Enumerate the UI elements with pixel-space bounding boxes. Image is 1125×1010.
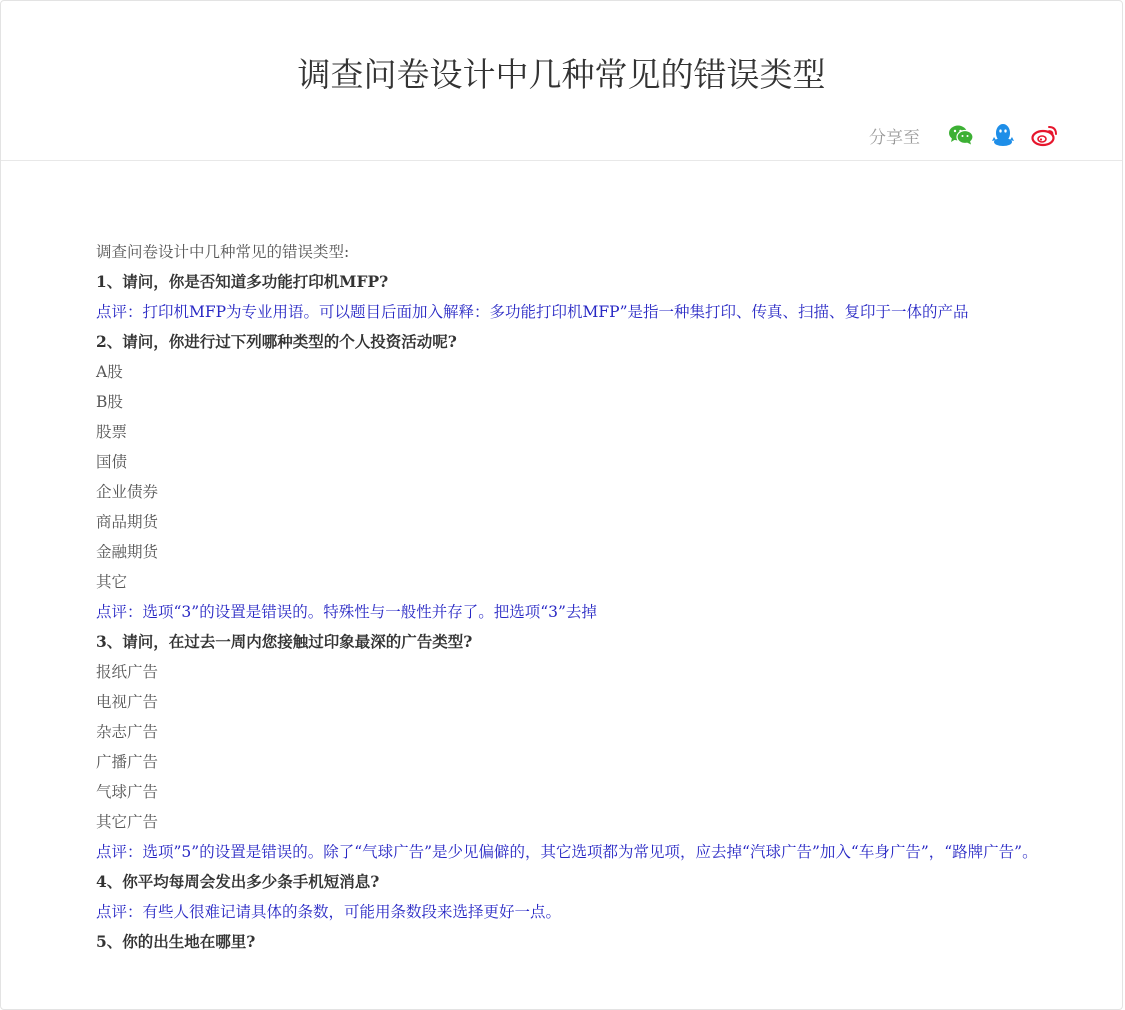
option-item: 广播广告 [96, 753, 159, 771]
article-content [65, 237, 1062, 957]
question-5: 5、你的出生地在哪里? [96, 932, 256, 951]
intro-paragraph: 调查问卷设计中几种常见的错误类型: [96, 243, 350, 261]
review-note-1: 点评：打印机MFP为专业用语。可以题目后面加入解释：多功能打印机MFP”是指一种集打印、传真、扫描、复印于一体的产品 [96, 303, 969, 321]
question-3: 3、请问，在过去一周内您接触过印象最深的广告类型? [96, 632, 473, 651]
weibo-icon[interactable] [1030, 121, 1060, 149]
option-item: 气球广告 [96, 783, 159, 801]
option-item: 企业债券 [96, 483, 159, 501]
question-1: 1、请问，你是否知道多功能打印机MFP? [96, 272, 389, 291]
review-note-4: 点评：有些人很难记请具体的条数，可能用条数段来选择更好一点。 [96, 903, 562, 921]
option-item: A股 [96, 363, 123, 381]
share-bar [869, 121, 1060, 149]
option-item: 国债 [96, 453, 128, 471]
option-item: 股票 [96, 423, 128, 441]
question-4: 4、你平均每周会发出多少条手机短消息? [96, 872, 380, 891]
article-title: 调查问卷设计中几种常见的错误类型 [297, 56, 826, 93]
option-item: 商品期货 [96, 513, 159, 531]
option-item: 其它广告 [96, 813, 159, 831]
review-note-3: 点评：选项”5”的设置是错误的。除了“气球广告”是少见偏僻的，其它选项都为常见项，应去掉“汽球广告”加入“车身广告”，“路牌广告”。 [96, 843, 1038, 861]
option-item: B股 [96, 393, 123, 411]
question-2: 2、请问，你进行过下列哪种类型的个人投资活动呢? [96, 332, 457, 351]
option-item: 报纸广告 [96, 663, 159, 681]
option-item: 电视广告 [96, 693, 159, 711]
option-item: 杂志广告 [96, 723, 159, 741]
qq-icon[interactable] [988, 121, 1018, 149]
option-item: 金融期货 [96, 543, 159, 561]
share-label: 分享至 [869, 127, 920, 148]
wechat-icon[interactable] [946, 121, 976, 149]
article-header [1, 1, 1122, 161]
review-note-2: 点评：选项“3”的设置是错误的。特殊性与一般性并存了。把选项“3”去掉 [96, 603, 597, 621]
option-item: 其它 [96, 573, 128, 591]
